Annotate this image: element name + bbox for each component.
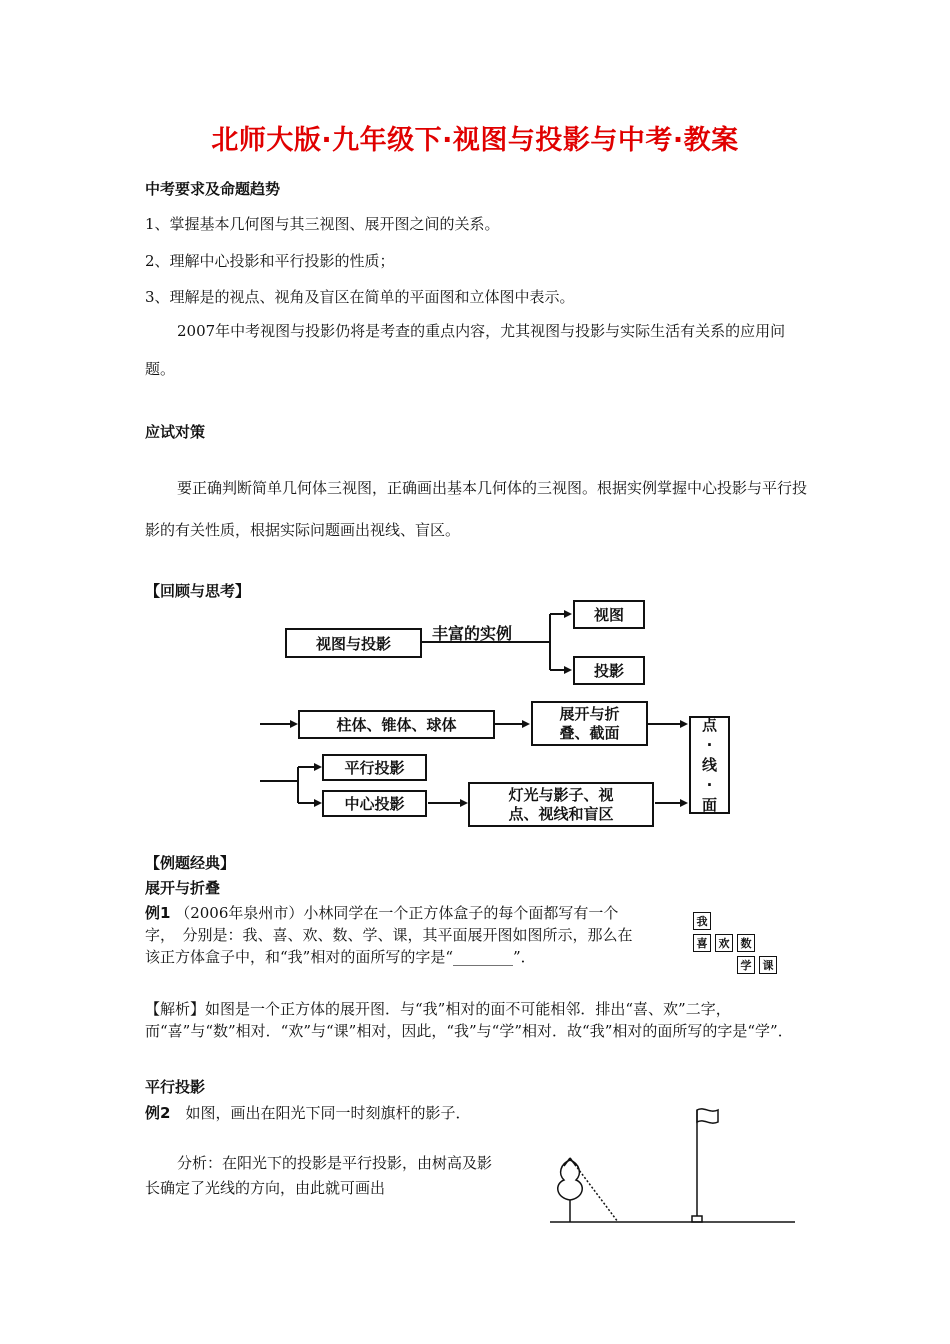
cube-net-figure xyxy=(693,912,785,978)
strategy-paragraph: 要正确判断简单几何体三视图，正确画出基本几何体的三视图。根据实例掌握中心投影与平行投影的有关性质，根据实际问题画出视线、盲区。 xyxy=(145,479,808,539)
pl-dot: · xyxy=(706,776,713,794)
flag-icon xyxy=(697,1109,718,1123)
examples-heading: 【例题经典】 xyxy=(145,854,236,872)
page-title: 北师大版·九年级下·视图与投影与中考·教案 xyxy=(211,125,739,156)
requirement-item: 2、理解中心投影和平行投影的性质； xyxy=(145,252,395,270)
example-2-text: 如图，画出在阳光下同一时刻旗杆的影子． xyxy=(170,1104,471,1122)
node-views-and-projection: 视图与投影 xyxy=(285,628,422,658)
topic-parallel-projection: 平行投影 xyxy=(145,1078,206,1096)
section-heading-strategy: 应试对策 xyxy=(145,423,206,441)
node-solids: 柱体、锥体、球体 xyxy=(298,710,495,739)
unfold-line-1: 展开与折 xyxy=(559,704,620,723)
net-cell-xi: 喜 xyxy=(693,934,711,952)
pl-point: 点 xyxy=(701,716,717,734)
net-cell-huan: 欢 xyxy=(715,934,733,952)
example-2 xyxy=(145,1101,495,1126)
net-cell-xue: 学 xyxy=(737,956,755,974)
solution-text: 如图是一个正方体的展开图．与“我”相对的面不可能相邻．排出“喜、欢”二字，而“喜”与“数”相对．“欢”与“课”相对，因此，“我”与“学”相对．故“我”相对的面所写的字是“学”． xyxy=(145,1000,793,1040)
example-1-text: （2006年泉州市）小林同学在一个正方体盒子的每个面都写有一个字， 分别是：我、喜、欢、数、学、课，其平面展开图如图所示，那么在该正方体盒子中，和“我”相对的面所写的字是“________”． xyxy=(145,904,633,966)
node-light-and-shadow xyxy=(468,782,654,827)
light-line-1: 灯光与影子、视 xyxy=(508,785,614,804)
requirement-item: 3、理解是的视点、视角及盲区在简单的平面图和立体图中表示。 xyxy=(145,288,575,306)
node-parallel-projection: 平行投影 xyxy=(322,754,427,781)
pl-plane: 面 xyxy=(701,796,717,814)
node-unfold-and-section xyxy=(531,701,648,746)
node-point-line-plane xyxy=(689,716,730,814)
topic-unfold-fold: 展开与折叠 xyxy=(145,879,221,897)
example-1 xyxy=(145,902,635,968)
example-1-label: 例1 xyxy=(145,904,171,922)
node-projection: 投影 xyxy=(573,656,645,685)
node-views: 视图 xyxy=(573,600,645,629)
example-2-label: 例2 xyxy=(145,1104,171,1122)
pl-dot: · xyxy=(706,736,713,754)
edge-label-examples: 丰富的实例 xyxy=(432,624,513,643)
section-heading-requirements: 中考要求及命题趋势 xyxy=(145,180,281,198)
example-1-solution xyxy=(145,998,810,1042)
review-heading: 【回顾与思考】 xyxy=(145,582,251,600)
pl-line: 线 xyxy=(701,756,717,774)
unfold-line-2: 叠、截面 xyxy=(559,723,620,742)
net-cell-ke: 课 xyxy=(759,956,777,974)
solution-tag: 【解析】 xyxy=(145,1000,206,1018)
tree-flagpole-figure xyxy=(540,1100,800,1230)
net-cell-wo: 我 xyxy=(693,912,711,930)
node-central-projection: 中心投影 xyxy=(322,790,427,817)
trend-paragraph: 2007年中考视图与投影仍将是考查的重点内容，尤其视图与投影与实际生活有关系的应用问题。 xyxy=(145,322,786,378)
tree-crown xyxy=(558,1160,583,1200)
example-2-analysis: 分析：在阳光下的投影是平行投影，由树高及影长确定了光线的方向，由此就可画出 xyxy=(145,1154,493,1197)
light-line-2: 点、视线和盲区 xyxy=(508,804,614,823)
sun-ray xyxy=(570,1158,618,1222)
requirement-item: 1、掌握基本几何图与其三视图、展开图之间的关系。 xyxy=(145,215,500,233)
flagpole-base xyxy=(692,1216,702,1222)
net-cell-shu: 数 xyxy=(737,934,755,952)
